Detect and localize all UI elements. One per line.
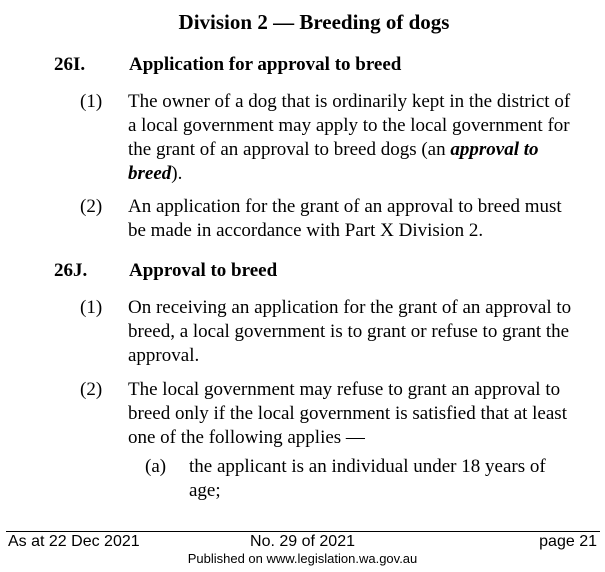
section-number: 26J. bbox=[54, 260, 88, 281]
subsection-text bbox=[128, 90, 578, 186]
division-heading: Division 2 — Breeding of dogs bbox=[178, 10, 450, 34]
footer-page-number: page 21 bbox=[539, 533, 597, 550]
subsection-text-before: The owner of a dog that is ordinarily kept in the district of a local government may apply to the local government for the grant of an approval to breed dogs (an bbox=[128, 91, 571, 160]
defined-term: approval to breed bbox=[128, 139, 539, 184]
footer-act-number: No. 29 of 2021 bbox=[250, 533, 355, 550]
footer-published: Published on www.legislation.wa.gov.au bbox=[187, 551, 418, 566]
subsection-number: (2) bbox=[80, 379, 103, 400]
footer-as-at: As at 22 Dec 2021 bbox=[8, 533, 140, 550]
paragraph-label: (a) bbox=[145, 456, 167, 477]
subsection-number: (2) bbox=[80, 196, 103, 217]
subsection-number: (1) bbox=[80, 91, 103, 112]
footer-divider bbox=[6, 531, 600, 532]
paragraph-text: the applicant is an individual under 18 years of age; bbox=[189, 456, 546, 501]
section-title: Approval to breed bbox=[129, 260, 278, 281]
section-title: Application for approval to breed bbox=[129, 54, 402, 75]
subsection-text: On receiving an application for the grant of an approval to breed, a local government is to grant or refuse to grant the approval. bbox=[128, 297, 572, 366]
subsection-text-after: ). bbox=[171, 163, 183, 184]
subsection-text: The local government may refuse to grant an approval to breed only if the local government is satisfied that at least one of the following applies — bbox=[128, 379, 567, 448]
subsection-text: An application for the grant of an approval to breed must be made in accordance with Part X Division 2. bbox=[128, 196, 562, 241]
subsection-number: (1) bbox=[80, 297, 103, 318]
section-number: 26I. bbox=[54, 54, 86, 75]
